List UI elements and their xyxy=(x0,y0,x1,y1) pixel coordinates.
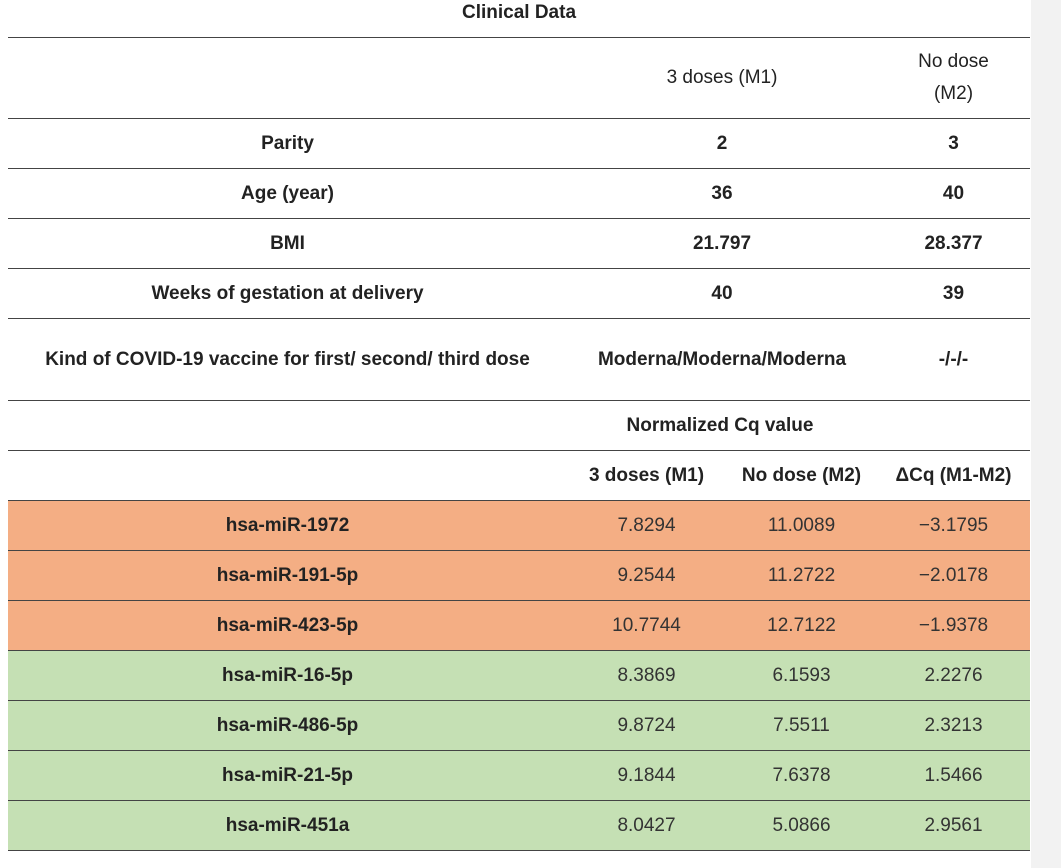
cq-col-m1: 3 doses (M1) xyxy=(588,464,705,486)
mirna-m1-value: 9.1844 xyxy=(617,764,676,786)
row-m2-value: 40 xyxy=(942,182,965,204)
header-empty-cell xyxy=(8,38,567,118)
mirna-name: hsa-miR-423-5p xyxy=(216,614,359,636)
mirna-delta-value: 2.2276 xyxy=(924,664,983,686)
row-m2-value: 3 xyxy=(948,132,959,154)
mirna-m2-value: 11.2722 xyxy=(767,564,836,586)
mirna-delta-value: 2.3213 xyxy=(924,714,983,736)
mirna-row xyxy=(8,751,1030,801)
mirna-name: hsa-miR-16-5p xyxy=(222,664,353,686)
mirna-name: hsa-miR-1972 xyxy=(225,514,350,536)
mirna-name: hsa-miR-486-5p xyxy=(216,714,359,736)
cq-column-header-row xyxy=(8,451,1030,501)
mirna-row xyxy=(8,551,1030,601)
header-m2-label: No dose (M2) xyxy=(918,51,989,104)
mirna-m2-value: 5.0866 xyxy=(772,814,831,836)
mirna-name: hsa-miR-451a xyxy=(225,814,350,836)
header-m1-label: 3 doses (M1) xyxy=(666,67,778,88)
cq-column-empty xyxy=(8,451,567,500)
row-m1-value: Moderna/Moderna/Moderna xyxy=(597,348,847,370)
mirna-row xyxy=(8,601,1030,651)
mirna-m1-value: 7.8294 xyxy=(617,514,676,536)
mirna-row xyxy=(8,501,1030,551)
mirna-m1-value: 9.8724 xyxy=(617,714,676,736)
row-m1-value: 21.797 xyxy=(692,232,752,254)
mirna-m1-value: 8.3869 xyxy=(617,664,676,686)
mirna-m1-value: 10.7744 xyxy=(612,614,681,636)
table-row xyxy=(8,119,1030,169)
row-label: Weeks of gestation at delivery xyxy=(151,282,424,304)
mirna-m2-value: 7.6378 xyxy=(772,764,831,786)
row-label: Parity xyxy=(261,132,314,154)
mirna-m1-value: 9.2544 xyxy=(617,564,676,586)
table-caption: Clinical Data xyxy=(461,2,577,23)
table-header-row xyxy=(8,37,1030,119)
mirna-row xyxy=(8,801,1030,851)
cq-section-title: Normalized Cq value xyxy=(626,414,814,436)
mirna-delta-value: −1.9378 xyxy=(918,614,989,636)
mirna-delta-value: 2.9561 xyxy=(924,814,983,836)
mirna-m1-value: 8.0427 xyxy=(617,814,676,836)
mirna-m2-value: 11.0089 xyxy=(767,514,836,536)
header-m1-cell xyxy=(567,38,877,118)
row-label: Age (year) xyxy=(241,182,334,204)
row-m2-value: -/-/- xyxy=(938,348,969,370)
mirna-m2-value: 6.1593 xyxy=(772,664,831,686)
row-m2-value: 28.377 xyxy=(924,232,983,254)
header-m2-cell xyxy=(877,38,1030,118)
mirna-name: hsa-miR-21-5p xyxy=(222,764,353,786)
mirna-row xyxy=(8,651,1030,701)
cq-section-empty xyxy=(8,401,567,450)
mirna-name: hsa-miR-191-5p xyxy=(216,564,359,586)
cq-col-delta: ΔCq (M1-M2) xyxy=(895,464,1012,486)
cq-col-m2: No dose (M2) xyxy=(741,464,862,486)
mirna-delta-value: 1.5466 xyxy=(924,764,983,786)
cq-section-header xyxy=(8,401,1030,451)
table-row xyxy=(8,169,1030,219)
mirna-delta-value: −3.1795 xyxy=(918,514,989,536)
row-m1-value: 36 xyxy=(711,182,733,204)
mirna-m2-value: 12.7122 xyxy=(767,614,836,636)
mirna-row xyxy=(8,701,1030,751)
table-row xyxy=(8,319,1030,401)
mirna-m2-value: 7.5511 xyxy=(773,714,830,736)
table-row xyxy=(8,219,1030,269)
mirna-delta-value: −2.0178 xyxy=(918,564,989,586)
row-m2-value: 39 xyxy=(942,282,965,304)
row-label: Kind of COVID-19 vaccine for first/ second/ third dose xyxy=(45,348,530,370)
row-m1-value: 40 xyxy=(711,282,733,304)
row-m1-value: 2 xyxy=(716,132,728,154)
table-row xyxy=(8,269,1030,319)
row-label: BMI xyxy=(270,232,305,254)
